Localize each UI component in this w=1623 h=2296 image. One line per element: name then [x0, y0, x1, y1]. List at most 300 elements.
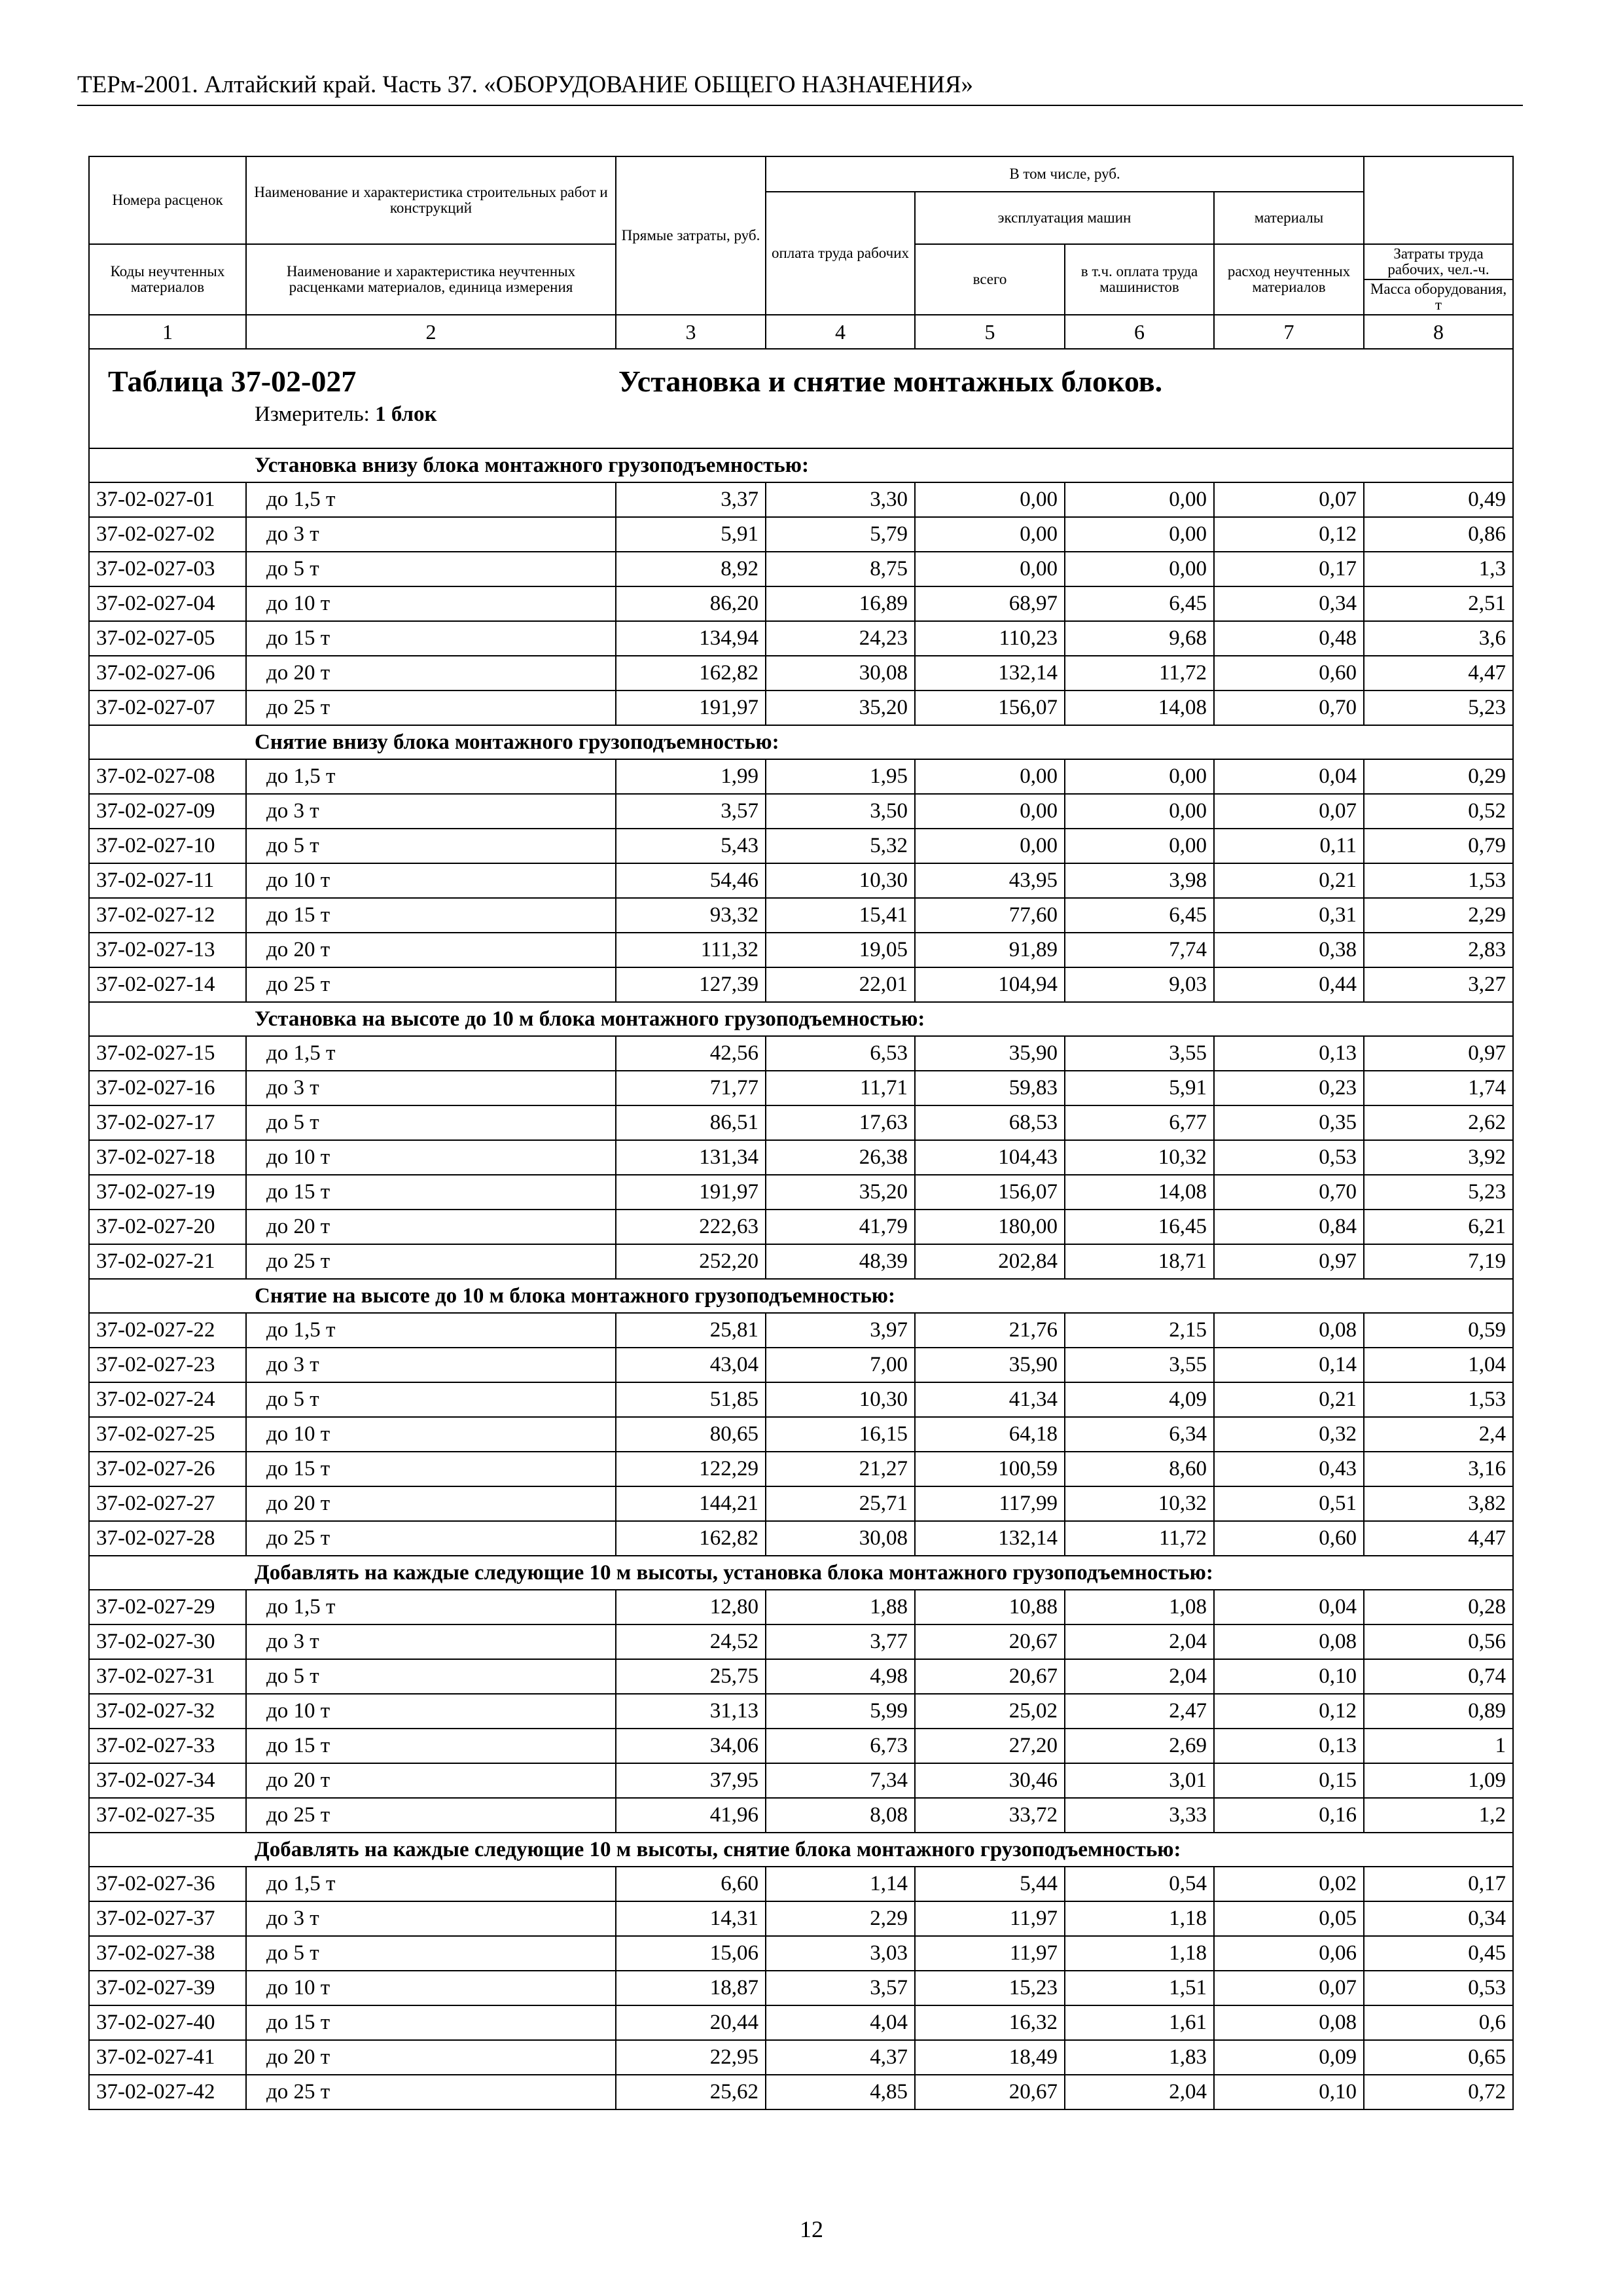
cell-operator-pay: 2,47 — [1065, 1694, 1214, 1729]
table-row — [89, 552, 1513, 586]
cell-direct-costs: 15,06 — [616, 1936, 766, 1971]
cell-labor-costs: 0,43 — [1214, 1452, 1364, 1486]
cell-operator-pay: 11,72 — [1065, 1521, 1214, 1556]
cell-rate-code: 37-02-027-31 — [89, 1659, 246, 1694]
cell-work-name: до 25 т — [246, 1798, 616, 1833]
cell-machines-total: 100,59 — [915, 1452, 1065, 1486]
cell-work-name: до 25 т — [246, 2075, 616, 2109]
cell-labor-costs: 0,23 — [1214, 1071, 1364, 1105]
cell-rate-code: 37-02-027-36 — [89, 1867, 246, 1901]
cell-rate-code: 37-02-027-01 — [89, 482, 246, 517]
table-row — [89, 1210, 1513, 1244]
column-number: 6 — [1065, 315, 1214, 349]
cell-operator-pay: 1,18 — [1065, 1901, 1214, 1936]
cell-operator-pay: 8,60 — [1065, 1452, 1214, 1486]
cell-operator-pay: 10,32 — [1065, 1140, 1214, 1175]
cell-work-name: до 3 т — [246, 517, 616, 552]
cell-work-name: до 15 т — [246, 2005, 616, 2040]
cell-labor-pay: 8,75 — [766, 552, 915, 586]
cell-operator-pay: 5,91 — [1065, 1071, 1214, 1105]
cell-operator-pay: 3,55 — [1065, 1348, 1214, 1382]
cell-direct-costs: 191,97 — [616, 1175, 766, 1210]
table-row — [89, 1036, 1513, 1071]
cell-work-name: до 20 т — [246, 656, 616, 691]
cell-labor-pay: 48,39 — [766, 1244, 915, 1279]
cell-equipment-mass: 1 — [1364, 1729, 1513, 1763]
cell-direct-costs: 24,52 — [616, 1624, 766, 1659]
cell-work-name: до 15 т — [246, 1729, 616, 1763]
col-machines: эксплуатация машин — [915, 192, 1214, 244]
cell-machines-total: 104,43 — [915, 1140, 1065, 1175]
cell-machines-total: 0,00 — [915, 552, 1065, 586]
cell-labor-costs: 0,48 — [1214, 621, 1364, 656]
cell-work-name: до 1,5 т — [246, 759, 616, 794]
cell-work-name: до 5 т — [246, 552, 616, 586]
cell-rate-code: 37-02-027-34 — [89, 1763, 246, 1798]
table-row — [89, 898, 1513, 933]
table-row — [89, 1348, 1513, 1382]
cell-equipment-mass: 0,52 — [1364, 794, 1513, 829]
section-title: Добавлять на каждые следующие 10 м высоты, установка блока монтажного грузоподъемностью: — [89, 1556, 1513, 1590]
table-row — [89, 1624, 1513, 1659]
section-row — [89, 1833, 1513, 1867]
section-title: Установка на высоте до 10 м блока монтажного грузоподъемностью: — [89, 1002, 1513, 1036]
cell-labor-pay: 8,08 — [766, 1798, 915, 1833]
cell-work-name: до 25 т — [246, 967, 616, 1002]
cell-equipment-mass: 1,2 — [1364, 1798, 1513, 1833]
table-row — [89, 1763, 1513, 1798]
cell-labor-costs: 0,15 — [1214, 1763, 1364, 1798]
cell-direct-costs: 127,39 — [616, 967, 766, 1002]
cell-labor-costs: 0,13 — [1214, 1729, 1364, 1763]
table-row — [89, 1140, 1513, 1175]
cell-labor-pay: 16,89 — [766, 586, 915, 621]
table-row — [89, 1936, 1513, 1971]
cell-rate-code: 37-02-027-20 — [89, 1210, 246, 1244]
table-row — [89, 1901, 1513, 1936]
cell-direct-costs: 51,85 — [616, 1382, 766, 1417]
cell-labor-costs: 0,07 — [1214, 1971, 1364, 2005]
cell-labor-pay: 10,30 — [766, 1382, 915, 1417]
cell-labor-costs: 0,53 — [1214, 1140, 1364, 1175]
cell-operator-pay: 14,08 — [1065, 1175, 1214, 1210]
table-number: Таблица 37-02-027 — [108, 365, 357, 398]
cell-operator-pay: 4,09 — [1065, 1382, 1214, 1417]
cell-equipment-mass: 1,53 — [1364, 1382, 1513, 1417]
cell-direct-costs: 71,77 — [616, 1071, 766, 1105]
cell-labor-costs: 0,31 — [1214, 898, 1364, 933]
cell-operator-pay: 6,34 — [1065, 1417, 1214, 1452]
cell-work-name: до 3 т — [246, 1348, 616, 1382]
cell-rate-code: 37-02-027-21 — [89, 1244, 246, 1279]
cell-labor-pay: 3,77 — [766, 1624, 915, 1659]
cell-operator-pay: 6,45 — [1065, 586, 1214, 621]
cell-work-name: до 15 т — [246, 621, 616, 656]
cell-labor-costs: 0,32 — [1214, 1417, 1364, 1452]
cell-machines-total: 18,49 — [915, 2040, 1065, 2075]
cell-work-name: до 15 т — [246, 1175, 616, 1210]
cell-work-name: до 1,5 т — [246, 1313, 616, 1348]
section-title: Добавлять на каждые следующие 10 м высоты, снятие блока монтажного грузоподъемностью: — [89, 1833, 1513, 1867]
cell-machines-total: 20,67 — [915, 1624, 1065, 1659]
cell-labor-costs: 0,12 — [1214, 1694, 1364, 1729]
cell-work-name: до 3 т — [246, 1624, 616, 1659]
cell-machines-total: 11,97 — [915, 1936, 1065, 1971]
unit-of-measure — [90, 399, 1512, 429]
cell-labor-pay: 1,95 — [766, 759, 915, 794]
cell-work-name: до 25 т — [246, 691, 616, 725]
cell-rate-code: 37-02-027-16 — [89, 1071, 246, 1105]
cell-labor-costs: 0,51 — [1214, 1486, 1364, 1521]
cell-equipment-mass: 0,74 — [1364, 1659, 1513, 1694]
cell-work-name: до 20 т — [246, 1763, 616, 1798]
cell-rate-code: 37-02-027-35 — [89, 1798, 246, 1833]
cell-rate-code: 37-02-027-04 — [89, 586, 246, 621]
table-row — [89, 1486, 1513, 1521]
table-row — [89, 794, 1513, 829]
cell-work-name: до 20 т — [246, 2040, 616, 2075]
table-row — [89, 1694, 1513, 1729]
cell-direct-costs: 25,75 — [616, 1659, 766, 1694]
cell-operator-pay: 18,71 — [1065, 1244, 1214, 1279]
cell-direct-costs: 80,65 — [616, 1417, 766, 1452]
cell-work-name: до 10 т — [246, 1694, 616, 1729]
cell-labor-pay: 4,37 — [766, 2040, 915, 2075]
cell-work-name: до 5 т — [246, 1659, 616, 1694]
cell-machines-total: 25,02 — [915, 1694, 1065, 1729]
table-row — [89, 517, 1513, 552]
cell-operator-pay: 7,74 — [1065, 933, 1214, 967]
cell-equipment-mass: 5,23 — [1364, 1175, 1513, 1210]
column-number: 3 — [616, 315, 766, 349]
cell-equipment-mass: 0,29 — [1364, 759, 1513, 794]
cell-labor-costs: 0,60 — [1214, 1521, 1364, 1556]
table-row — [89, 1313, 1513, 1348]
cell-machines-total: 0,00 — [915, 517, 1065, 552]
cell-labor-pay: 21,27 — [766, 1452, 915, 1486]
cell-labor-costs: 0,17 — [1214, 552, 1364, 586]
cell-rate-code: 37-02-027-30 — [89, 1624, 246, 1659]
cell-labor-costs: 0,14 — [1214, 1348, 1364, 1382]
table-row — [89, 933, 1513, 967]
cell-rate-code: 37-02-027-26 — [89, 1452, 246, 1486]
cell-labor-pay: 4,04 — [766, 2005, 915, 2040]
table-row — [89, 1867, 1513, 1901]
cell-operator-pay: 9,68 — [1065, 621, 1214, 656]
col-equipment-mass: Масса оборудования, т — [1364, 279, 1513, 315]
cell-labor-pay: 17,63 — [766, 1105, 915, 1140]
cell-labor-costs: 0,09 — [1214, 2040, 1364, 2075]
col-total: всего — [915, 244, 1065, 315]
cell-rate-code: 37-02-027-07 — [89, 691, 246, 725]
cell-operator-pay: 6,45 — [1065, 898, 1214, 933]
cell-operator-pay: 2,69 — [1065, 1729, 1214, 1763]
section-title: Снятие внизу блока монтажного грузоподъемностью: — [89, 725, 1513, 759]
cell-machines-total: 21,76 — [915, 1313, 1065, 1348]
table-row — [89, 656, 1513, 691]
cell-labor-pay: 35,20 — [766, 1175, 915, 1210]
cell-rate-code: 37-02-027-28 — [89, 1521, 246, 1556]
cell-operator-pay: 1,18 — [1065, 1936, 1214, 1971]
col-codes: Коды неучтенных материалов — [89, 244, 246, 315]
cell-machines-total: 0,00 — [915, 794, 1065, 829]
cell-equipment-mass: 0,45 — [1364, 1936, 1513, 1971]
unit-label: Измеритель: — [255, 403, 370, 426]
cell-labor-costs: 0,70 — [1214, 691, 1364, 725]
cell-direct-costs: 93,32 — [616, 898, 766, 933]
cell-operator-pay: 0,00 — [1065, 552, 1214, 586]
column-number: 8 — [1364, 315, 1513, 349]
cell-work-name: до 10 т — [246, 1417, 616, 1452]
cell-work-name: до 20 т — [246, 1486, 616, 1521]
cell-work-name: до 20 т — [246, 933, 616, 967]
cell-labor-costs: 0,02 — [1214, 1867, 1364, 1901]
cell-rate-code: 37-02-027-41 — [89, 2040, 246, 2075]
cell-machines-total: 43,95 — [915, 863, 1065, 898]
cell-labor-pay: 4,98 — [766, 1659, 915, 1694]
cell-direct-costs: 43,04 — [616, 1348, 766, 1382]
cell-machines-total: 0,00 — [915, 829, 1065, 863]
cell-direct-costs: 6,60 — [616, 1867, 766, 1901]
cell-equipment-mass: 0,6 — [1364, 2005, 1513, 2040]
cell-direct-costs: 252,20 — [616, 1244, 766, 1279]
cell-work-name: до 10 т — [246, 586, 616, 621]
table-row — [89, 1971, 1513, 2005]
cell-labor-costs: 0,35 — [1214, 1105, 1364, 1140]
cell-machines-total: 35,90 — [915, 1036, 1065, 1071]
col-labor-costs: Затраты труда рабочих, чел.-ч. — [1364, 244, 1513, 279]
cell-direct-costs: 54,46 — [616, 863, 766, 898]
cell-operator-pay: 1,51 — [1065, 1971, 1214, 2005]
cell-labor-pay: 24,23 — [766, 621, 915, 656]
cell-rate-code: 37-02-027-25 — [89, 1417, 246, 1452]
table-row — [89, 1452, 1513, 1486]
cell-labor-costs: 0,34 — [1214, 586, 1364, 621]
cell-machines-total: 156,07 — [915, 691, 1065, 725]
cell-labor-costs: 0,97 — [1214, 1244, 1364, 1279]
cell-labor-pay: 2,29 — [766, 1901, 915, 1936]
cell-direct-costs: 86,20 — [616, 586, 766, 621]
cell-equipment-mass: 1,74 — [1364, 1071, 1513, 1105]
cell-operator-pay: 14,08 — [1065, 691, 1214, 725]
cell-machines-total: 0,00 — [915, 482, 1065, 517]
cell-machines-total: 10,88 — [915, 1590, 1065, 1624]
cell-equipment-mass: 2,29 — [1364, 898, 1513, 933]
cell-work-name: до 15 т — [246, 898, 616, 933]
cell-rate-code: 37-02-027-15 — [89, 1036, 246, 1071]
cell-labor-pay: 3,50 — [766, 794, 915, 829]
cell-machines-total: 27,20 — [915, 1729, 1065, 1763]
cell-labor-pay: 1,88 — [766, 1590, 915, 1624]
cell-rate-code: 37-02-027-24 — [89, 1382, 246, 1417]
cell-equipment-mass: 0,79 — [1364, 829, 1513, 863]
col-material-use: расход неучтенных материалов — [1214, 244, 1364, 315]
cell-operator-pay: 0,54 — [1065, 1867, 1214, 1901]
cell-operator-pay: 2,15 — [1065, 1313, 1214, 1348]
cell-machines-total: 33,72 — [915, 1798, 1065, 1833]
cell-direct-costs: 37,95 — [616, 1763, 766, 1798]
cell-rate-code: 37-02-027-23 — [89, 1348, 246, 1382]
cell-labor-pay: 11,71 — [766, 1071, 915, 1105]
cell-direct-costs: 18,87 — [616, 1971, 766, 2005]
cell-work-name: до 10 т — [246, 1140, 616, 1175]
cell-machines-total: 15,23 — [915, 1971, 1065, 2005]
cell-machines-total: 41,34 — [915, 1382, 1065, 1417]
cell-operator-pay: 10,32 — [1065, 1486, 1214, 1521]
cell-equipment-mass: 3,16 — [1364, 1452, 1513, 1486]
col-rate-numbers: Номера расценок — [89, 156, 246, 244]
cell-equipment-mass: 5,23 — [1364, 691, 1513, 725]
cell-operator-pay: 0,00 — [1065, 794, 1214, 829]
cell-labor-costs: 0,12 — [1214, 517, 1364, 552]
cell-labor-costs: 0,21 — [1214, 1382, 1364, 1417]
col-group-including: В том числе, руб. — [766, 156, 1364, 192]
table-title-cell — [89, 349, 1513, 448]
cell-rate-code: 37-02-027-14 — [89, 967, 246, 1002]
cell-equipment-mass: 4,47 — [1364, 656, 1513, 691]
cell-work-name: до 1,5 т — [246, 1867, 616, 1901]
cell-direct-costs: 144,21 — [616, 1486, 766, 1521]
cell-labor-costs: 0,10 — [1214, 1659, 1364, 1694]
cell-rate-code: 37-02-027-03 — [89, 552, 246, 586]
cell-work-name: до 5 т — [246, 1382, 616, 1417]
cell-machines-total: 16,32 — [915, 2005, 1065, 2040]
cell-machines-total: 0,00 — [915, 759, 1065, 794]
cell-labor-pay: 41,79 — [766, 1210, 915, 1244]
cell-labor-pay: 5,79 — [766, 517, 915, 552]
cell-machines-total: 132,14 — [915, 656, 1065, 691]
table-row — [89, 1417, 1513, 1452]
cell-direct-costs: 131,34 — [616, 1140, 766, 1175]
cell-operator-pay: 0,00 — [1065, 829, 1214, 863]
cell-labor-pay: 35,20 — [766, 691, 915, 725]
cell-equipment-mass: 0,49 — [1364, 482, 1513, 517]
cell-operator-pay: 3,55 — [1065, 1036, 1214, 1071]
cell-direct-costs: 5,43 — [616, 829, 766, 863]
cell-direct-costs: 22,95 — [616, 2040, 766, 2075]
cell-labor-costs: 0,08 — [1214, 1313, 1364, 1348]
cell-operator-pay: 0,00 — [1065, 759, 1214, 794]
column-number: 7 — [1214, 315, 1364, 349]
cell-operator-pay: 3,33 — [1065, 1798, 1214, 1833]
cell-direct-costs: 34,06 — [616, 1729, 766, 1763]
cell-direct-costs: 25,81 — [616, 1313, 766, 1348]
cell-labor-pay: 5,32 — [766, 829, 915, 863]
table-row — [89, 2075, 1513, 2109]
cell-equipment-mass: 3,27 — [1364, 967, 1513, 1002]
table-row — [89, 1798, 1513, 1833]
page-number: 12 — [800, 2216, 823, 2242]
cell-operator-pay: 1,83 — [1065, 2040, 1214, 2075]
table-row — [89, 1071, 1513, 1105]
cell-equipment-mass: 2,62 — [1364, 1105, 1513, 1140]
table-row — [89, 691, 1513, 725]
cell-rate-code: 37-02-027-29 — [89, 1590, 246, 1624]
cell-operator-pay: 3,01 — [1065, 1763, 1214, 1798]
cell-equipment-mass: 2,4 — [1364, 1417, 1513, 1452]
cell-direct-costs: 86,51 — [616, 1105, 766, 1140]
cell-operator-pay: 1,61 — [1065, 2005, 1214, 2040]
cell-rate-code: 37-02-027-10 — [89, 829, 246, 863]
cell-labor-costs: 0,38 — [1214, 933, 1364, 967]
cell-labor-pay: 6,53 — [766, 1036, 915, 1071]
cell-direct-costs: 3,37 — [616, 482, 766, 517]
cell-rate-code: 37-02-027-40 — [89, 2005, 246, 2040]
cell-labor-pay: 22,01 — [766, 967, 915, 1002]
cell-direct-costs: 41,96 — [616, 1798, 766, 1833]
cell-equipment-mass: 6,21 — [1364, 1210, 1513, 1244]
table-row — [89, 1521, 1513, 1556]
cell-labor-costs: 0,70 — [1214, 1175, 1364, 1210]
cell-labor-pay: 3,03 — [766, 1936, 915, 1971]
page-header: ТЕРм-2001. Алтайский край. Часть 37. «ОБОРУДОВАНИЕ ОБЩЕГО НАЗНАЧЕНИЯ» — [77, 71, 1523, 106]
cell-operator-pay: 11,72 — [1065, 656, 1214, 691]
cell-machines-total: 77,60 — [915, 898, 1065, 933]
table-row — [89, 1590, 1513, 1624]
table-row — [89, 2005, 1513, 2040]
table-row — [89, 1382, 1513, 1417]
cell-work-name: до 1,5 т — [246, 1590, 616, 1624]
section-row — [89, 1002, 1513, 1036]
table-row — [89, 967, 1513, 1002]
cell-work-name: до 10 т — [246, 863, 616, 898]
cell-labor-costs: 0,06 — [1214, 1936, 1364, 1971]
cell-work-name: до 3 т — [246, 1901, 616, 1936]
section-row — [89, 1279, 1513, 1313]
cell-equipment-mass: 7,19 — [1364, 1244, 1513, 1279]
cell-machines-total: 30,46 — [915, 1763, 1065, 1798]
cell-machines-total: 59,83 — [915, 1071, 1065, 1105]
cell-labor-pay: 25,71 — [766, 1486, 915, 1521]
cell-machines-total: 5,44 — [915, 1867, 1065, 1901]
cell-labor-costs: 0,84 — [1214, 1210, 1364, 1244]
cell-work-name: до 20 т — [246, 1210, 616, 1244]
cell-equipment-mass: 0,72 — [1364, 2075, 1513, 2109]
cell-machines-total: 11,97 — [915, 1901, 1065, 1936]
cell-labor-pay: 5,99 — [766, 1694, 915, 1729]
cell-operator-pay: 0,00 — [1065, 517, 1214, 552]
cell-labor-costs: 0,11 — [1214, 829, 1364, 863]
cell-labor-costs: 0,13 — [1214, 1036, 1364, 1071]
cell-rate-code: 37-02-027-38 — [89, 1936, 246, 1971]
cell-equipment-mass: 0,56 — [1364, 1624, 1513, 1659]
cell-labor-costs: 0,08 — [1214, 2005, 1364, 2040]
cell-labor-pay: 16,15 — [766, 1417, 915, 1452]
cell-rate-code: 37-02-027-12 — [89, 898, 246, 933]
cell-rate-code: 37-02-027-02 — [89, 517, 246, 552]
cell-operator-pay: 3,98 — [1065, 863, 1214, 898]
col-operator-pay: в т.ч. оплата труда машинистов — [1065, 244, 1214, 315]
cell-equipment-mass: 4,47 — [1364, 1521, 1513, 1556]
cell-rate-code: 37-02-027-18 — [89, 1140, 246, 1175]
cell-work-name: до 5 т — [246, 1936, 616, 1971]
section-title: Снятие на высоте до 10 м блока монтажного грузоподъемностью: — [89, 1279, 1513, 1313]
cell-machines-total: 132,14 — [915, 1521, 1065, 1556]
cell-work-name: до 3 т — [246, 794, 616, 829]
cell-machines-total: 117,99 — [915, 1486, 1065, 1521]
cell-direct-costs: 12,80 — [616, 1590, 766, 1624]
table-row — [89, 863, 1513, 898]
cell-equipment-mass: 0,89 — [1364, 1694, 1513, 1729]
column-number: 5 — [915, 315, 1065, 349]
cell-machines-total: 91,89 — [915, 933, 1065, 967]
cell-equipment-mass: 2,83 — [1364, 933, 1513, 967]
cell-labor-pay: 1,14 — [766, 1867, 915, 1901]
table-row — [89, 1659, 1513, 1694]
column-number: 2 — [246, 315, 616, 349]
cell-equipment-mass: 1,53 — [1364, 863, 1513, 898]
cell-work-name: до 1,5 т — [246, 1036, 616, 1071]
